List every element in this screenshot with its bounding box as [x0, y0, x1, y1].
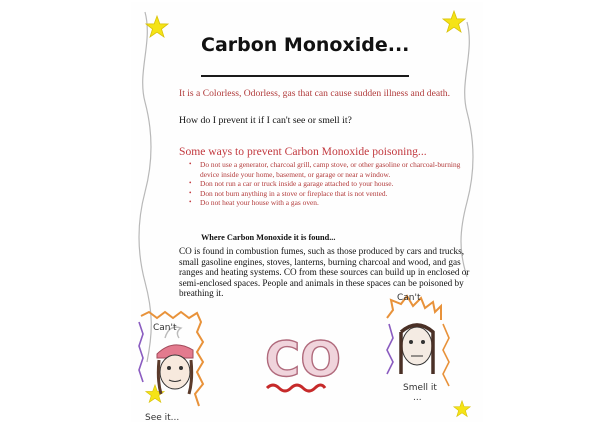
prevention-heading: Some ways to prevent Carbon Monoxide poisoning...	[179, 145, 427, 158]
co-letters: CO	[265, 332, 342, 388]
question-text: How do I prevent it if I can't see or smell it?	[179, 115, 352, 126]
drawing-caption: Smell it	[403, 383, 437, 393]
wave-underline	[267, 385, 325, 391]
bullet-icon: •	[189, 198, 192, 207]
right-face-drawing	[383, 294, 475, 406]
tip-text: Do not use a generator, charcoal grill, camp stove, or other gasoline or charcoal-burning device inside your home, basement, or garage or near a window.	[200, 160, 461, 179]
intro-text: It is a Colorless, Odorless, gas that can cause sudden illness and death.	[179, 88, 450, 99]
list-item	[189, 160, 479, 179]
drawing-caption: See it...	[145, 413, 180, 423]
drawing-caption: Can't	[397, 293, 421, 303]
tip-text: Do not heat your house with a gas oven.	[200, 198, 319, 208]
left-face-drawing	[135, 310, 231, 422]
poster-title: Carbon Monoxide...	[201, 34, 410, 56]
bullet-icon: •	[189, 179, 192, 188]
co-drawing	[261, 324, 342, 396]
where-found-text: CO is found in combustion fumes, such as those produced by cars and trucks, small gasoline engines, stoves, lanterns, burning charcoal and wood, and gas ranges and heating systems. CO from these sources can build up in enclosed or semi-enclosed spaces. People and animals in these spaces can be poisoned by breathing it.	[179, 246, 470, 299]
drawing-caption: ...	[413, 393, 422, 403]
safety-poster	[131, 2, 483, 422]
tip-text: Don not run a car or truck inside a garage attached to your house.	[200, 179, 394, 189]
title-underline	[201, 75, 409, 77]
list-item	[189, 189, 479, 199]
bullet-icon: •	[189, 188, 192, 197]
list-item	[189, 179, 479, 189]
tip-text: Don not burn anything in a stove or fireplace that is not vented.	[200, 188, 388, 198]
bullet-icon: •	[189, 160, 192, 168]
where-found-heading: Where Carbon Monoxide it is found...	[201, 233, 336, 242]
star-icon	[145, 15, 169, 39]
drawing-caption: Can't	[153, 323, 177, 333]
prevention-list	[189, 160, 479, 208]
list-item	[189, 198, 479, 208]
star-icon	[442, 10, 466, 34]
